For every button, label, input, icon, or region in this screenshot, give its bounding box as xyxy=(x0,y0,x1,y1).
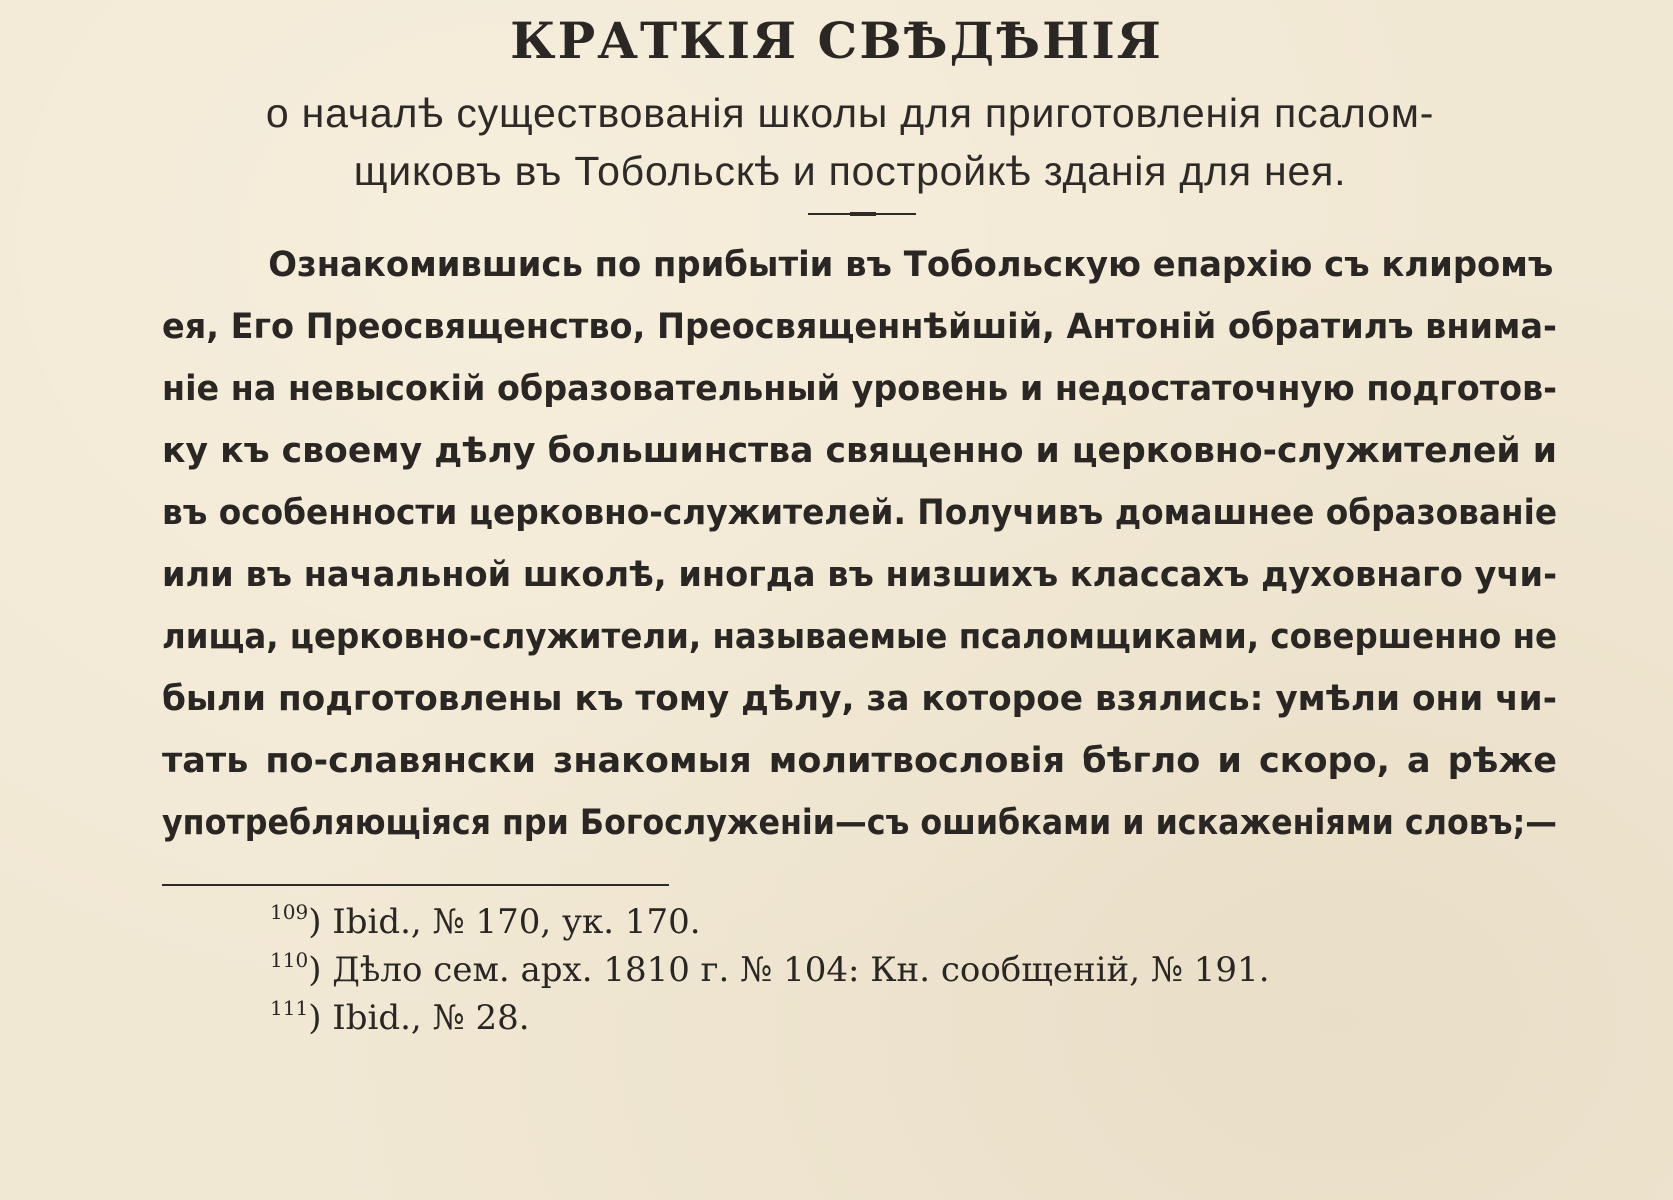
paragraph-line: или въ начальной школѣ, иногда въ низшихъ классахъ духовнаго учи- xyxy=(162,555,1558,595)
page-title: КРАТКІЯ СВѢДѢНІЯ xyxy=(510,11,1163,70)
subtitle-line: о началѣ существованія школы для приготовленія псалом- xyxy=(265,90,1435,136)
paragraph-line: ку къ своему дѣлу большинства священно и церковно-служителей и xyxy=(162,431,1557,471)
paragraph-line: лища, церковно-служители, называемые псаломщиками, совершенно не xyxy=(162,617,1558,657)
section-divider-ornament xyxy=(808,212,916,216)
footnote-text: ) Дѣло сем. арх. 1810 г. № 104: Кн. сообщеній, № 191. xyxy=(308,950,1270,990)
paragraph-line: тать по-славянски знакомыя молитвословія бѣгло и скоро, а рѣже xyxy=(162,741,1557,781)
footnote-separator xyxy=(162,884,669,886)
paragraph-line: Ознакомившись по прибытіи въ Тобольскую епархію съ клиромъ xyxy=(268,245,1554,285)
subtitle-line: щиковъ въ Тобольскѣ и постройкѣ зданія для нея. xyxy=(353,148,1347,194)
footnote xyxy=(270,898,1270,946)
paragraph-line: употребляющіяся при Богослуженіи—съ ошибками и искаженіями словъ;— xyxy=(162,803,1558,843)
footnote-number: 110 xyxy=(270,948,309,972)
paragraph-line: ніе на невысокій образовательный уровень и недостаточную подготов- xyxy=(162,369,1558,409)
divider-center-mark xyxy=(850,212,876,216)
paragraph-line: въ особенности церковно-служителей. Получивъ домашнее образованіе xyxy=(162,493,1558,533)
page-subtitle xyxy=(150,84,1550,200)
paragraph-line: ея, Его Преосвященство, Преосвященнѣйшій, Антоній обратилъ внима- xyxy=(162,307,1557,347)
footnote xyxy=(270,946,1270,994)
footnote xyxy=(270,994,1270,1042)
footnote-text: ) Ibid., № 170, ук. 170. xyxy=(308,902,701,942)
paragraph-line: были подготовлены къ тому дѣлу, за которое взялись: умѣли они чи- xyxy=(162,679,1557,719)
footnotes xyxy=(270,898,1270,1042)
body-paragraph xyxy=(162,234,1557,854)
footnote-text: ) Ibid., № 28. xyxy=(308,998,530,1038)
footnote-number: 111 xyxy=(270,996,309,1020)
footnote-number: 109 xyxy=(270,900,309,924)
